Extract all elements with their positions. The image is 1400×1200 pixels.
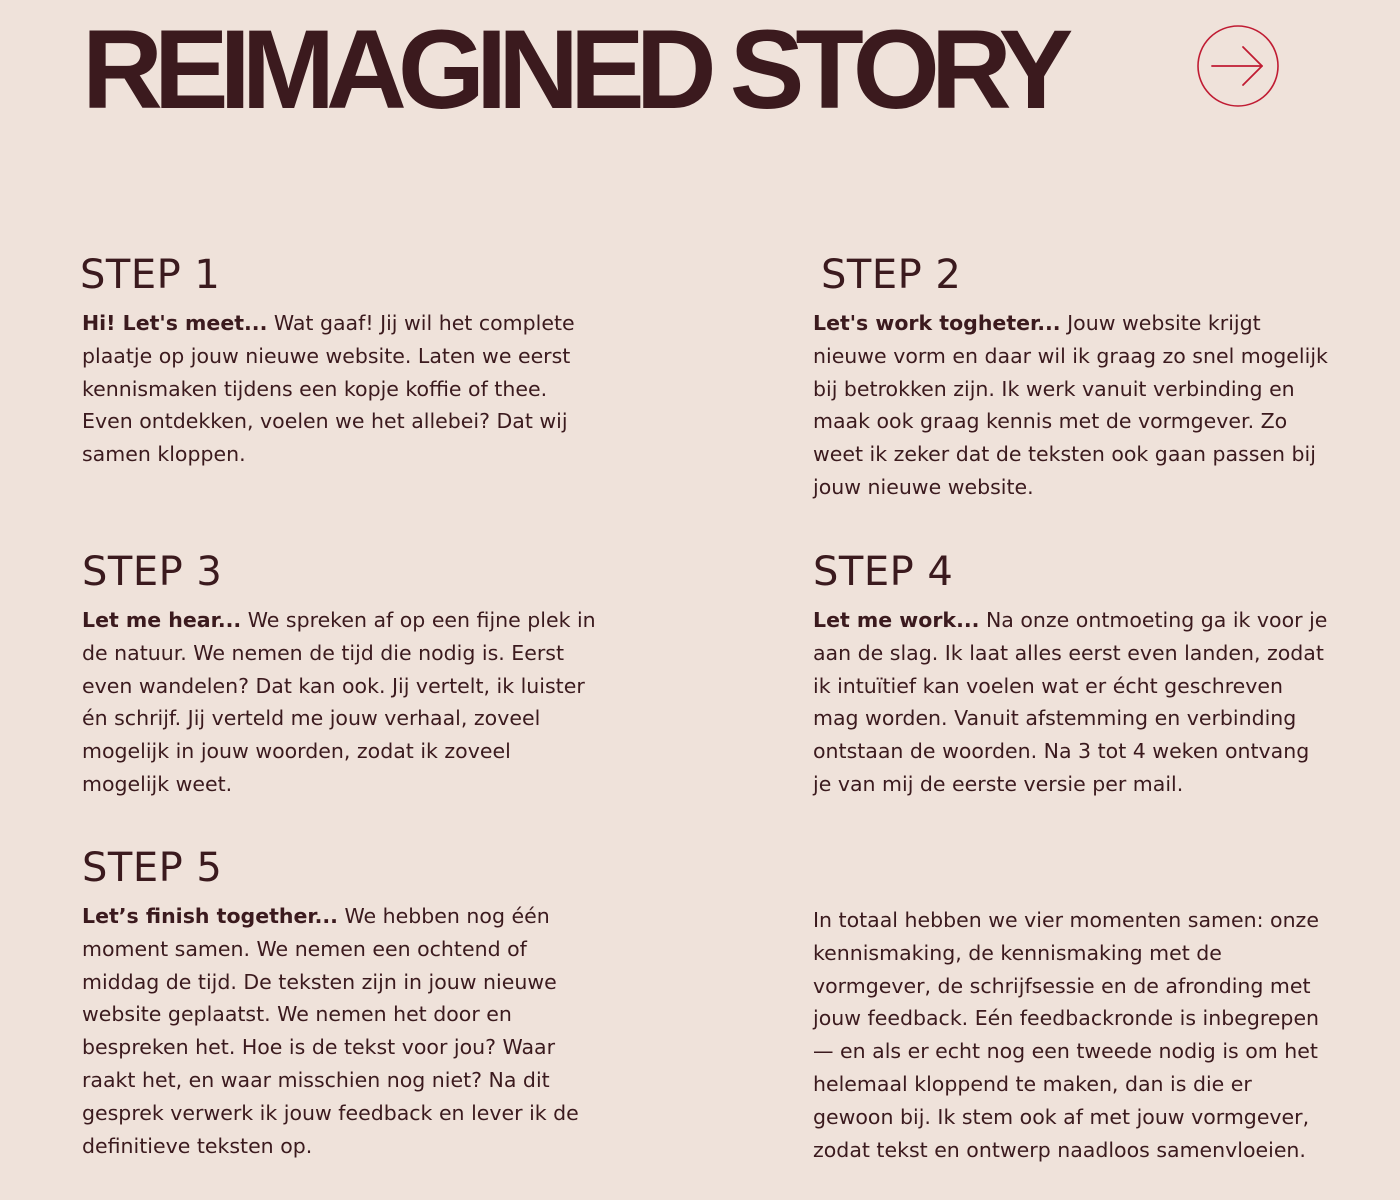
step-1-section [80, 253, 600, 471]
step-5-lead: Let’s finish together... [82, 904, 338, 928]
step-1-lead: Hi! Let's meet... [82, 311, 268, 335]
step-3-section [82, 550, 602, 801]
step-5-text [82, 900, 602, 1162]
step-1-heading: STEP 1 [80, 252, 221, 298]
step-4-section [813, 550, 1333, 801]
arrow-right-circle-icon [1196, 24, 1280, 108]
step-2-heading: STEP 2 [821, 252, 962, 298]
step-1-text [82, 307, 600, 471]
step-3-heading: STEP 3 [82, 549, 223, 595]
summary-text: In totaal hebben we vier momenten samen: onze kennismaking, de kennismaking met de vormgever, de schrijfsessie en de afronding met jouw feedback. Eén feedbackronde is inbegrepen — en als er echt nog een tweede nodig is om het helemaal kloppend te maken, dan is die er gewoon bij. Ik stem ook af met jouw vormgever, zodat tekst en ontwerp naadloos samenvloeien. [813, 908, 1320, 1162]
page-title: REIMAGINED STORY [82, 7, 1065, 132]
step-2-lead: Let's work togheter... [813, 311, 1061, 335]
step-2-body: Jouw website krijgt nieuwe vorm en daar wil ik graag zo snel mogelijk bij betrokken zijn. Ik werk vanuit verbinding en maak ook graag kennis met de vormgever. Zo weet ik zeker dat de teksten ook gaan passen bij jouw nieuwe website. [813, 311, 1328, 499]
step-3-lead: Let me hear... [82, 608, 242, 632]
step-4-body: Na onze ontmoeting ga ik voor je aan de slag. Ik laat alles eerst even landen, zodat ik intuïtief kan voelen wat er écht geschreven mag worden. Vanuit afstemming en verbinding ontstaan de woorden. Na 3 tot 4 weken ontvang je van mij de eerste versie per mail. [813, 608, 1328, 796]
step-2-text [813, 307, 1333, 504]
step-5-body: We hebben nog één moment samen. We nemen een ochtend of middag de tijd. De teksten zijn in jouw nieuwe website geplaatst. We nemen het door en bespreken het. Hoe is de tekst voor jou? Waar raakt het, en waar misschien nog niet? Na dit gesprek verwerk ik jouw feedback en lever ik de definitieve teksten op. [82, 904, 579, 1158]
summary-section [813, 904, 1338, 1166]
step-1-body: Wat gaaf! Jij wil het complete plaatje op jouw nieuwe website. Laten we eerst kennismaken tijdens een kopje koffie of thee. Even ontdekken, voelen we het allebei? Dat wij samen kloppen. [82, 311, 575, 467]
step-5-section [82, 846, 602, 1162]
next-button[interactable] [1196, 24, 1280, 108]
step-3-body: We spreken af op een fijne plek in de natuur. We nemen de tijd die nodig is. Eerst even wandelen? Dat kan ook. Jij vertelt, ik luister én schrijf. Jij verteld me jouw verhaal, zoveel mogelijk in jouw woorden, zodat ik zoveel mogelijk weet. [82, 608, 596, 796]
step-4-lead: Let me work... [813, 608, 980, 632]
step-2-section [813, 253, 1333, 504]
step-3-text [82, 604, 602, 801]
step-4-text [813, 604, 1333, 801]
step-4-heading: STEP 4 [813, 549, 954, 595]
step-5-heading: STEP 5 [82, 845, 223, 891]
